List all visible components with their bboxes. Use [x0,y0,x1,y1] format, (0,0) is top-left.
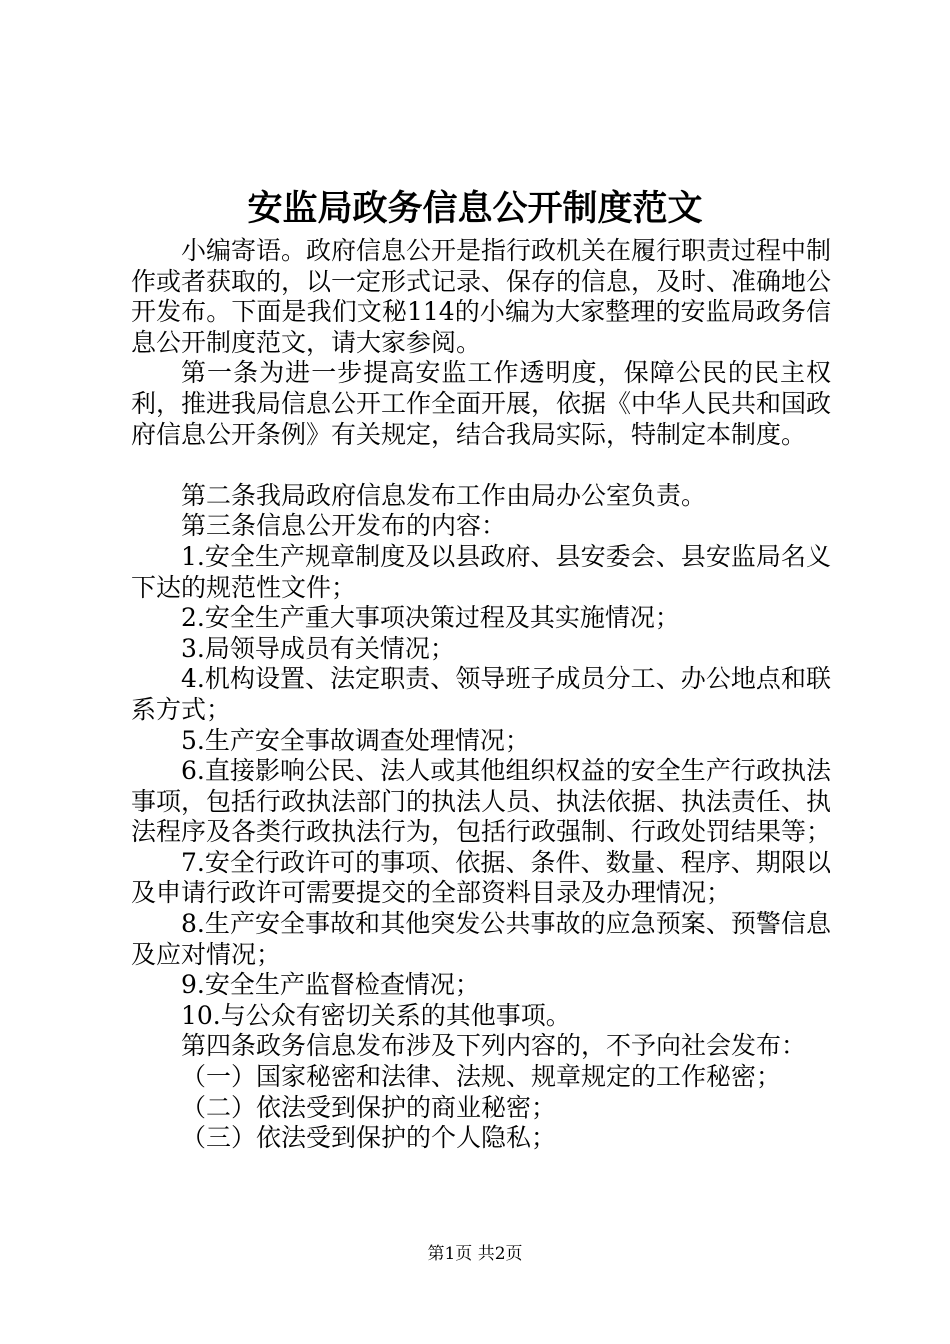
list-item: 3.局领导成员有关情况； [181,633,455,663]
list-item: （一）国家秘密和法律、法规、规章规定的工作秘密； [181,1062,782,1092]
list-item: 9.安全生产监督检查情况； [181,970,480,1000]
list-item: 6.直接影响公民、法人或其他组织权益的安全生产行政执法事项，包括行政执法部门的执法人员、执法依据、执法责任、执法程序及各类行政执法行为，包括行政强制、行政处罚结果等； [131,756,832,847]
list-item: 7.安全行政许可的事项、依据、条件、数量、程序、期限以及申请行政许可需要提交的全部资料目录及办理情况； [131,847,831,908]
list-item: 4.机构设置、法定职责、领导班子成员分工、办公地点和联系方式； [131,664,831,724]
list-item: 8.生产安全事故和其他突发公共事故的应急预案、预警信息及应对情况； [131,909,831,969]
paragraph-article-3: 第三条信息公开发布的内容： [181,511,507,541]
list-item: 2.安全生产重大事项决策过程及其实施情况； [181,603,680,633]
paragraph-article-4: 第四条政务信息发布涉及下列内容的，不予向社会发布： [181,1031,807,1061]
paragraph-article-1: 第一条为进一步提高安监工作透明度，保障公民的民主权利，推进我局信息公开工作全面开展，依据《中华人民共和国政府信息公开条例》有关规定，结合我局实际，特制定本制度。 [131,358,832,449]
list-item: 1.安全生产规章制度及以县政府、县安委会、县安监局名义下达的规范性文件； [131,541,831,602]
paragraph-intro: 小编寄语。政府信息公开是指行政机关在履行职责过程中制作或者获取的，以一定形式记录、保存的信息，及时、准确地公开发布。下面是我们文秘114的小编为大家整理的安监局政务信息公开制度范文，请大家参阅。 [131,236,832,357]
list-item: （二）依法受到保护的商业秘密； [181,1092,557,1122]
page-footer: 第1页 共2页 [427,1244,523,1264]
document-body [131,236,831,1154]
paragraph-article-2: 第二条我局政府信息发布工作由局办公室负责。 [181,480,707,510]
list-item: 5.生产安全事故调查处理情况； [181,725,530,755]
document-title: 安监局政务信息公开制度范文 [247,188,703,229]
list-item: （三）依法受到保护的个人隐私； [181,1123,557,1153]
list-item: 10.与公众有密切关系的其他事项。 [181,1000,571,1030]
